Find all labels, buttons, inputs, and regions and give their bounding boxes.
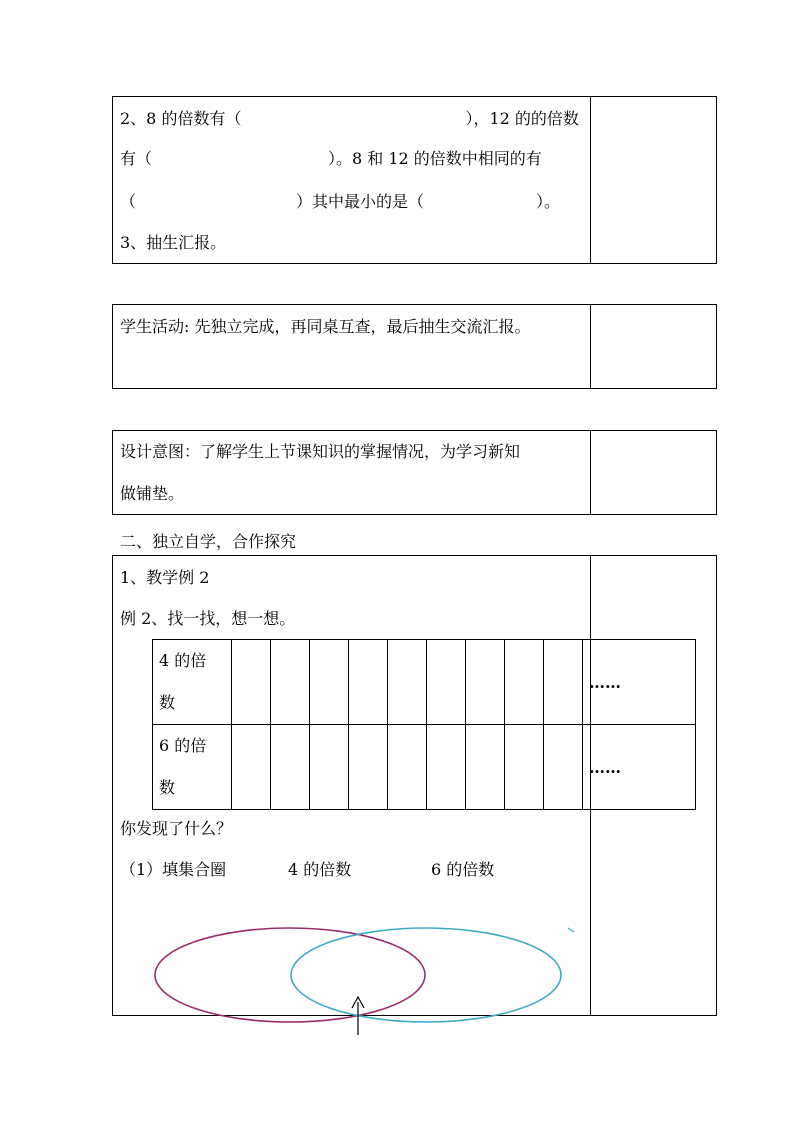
answer-cell[interactable] (310, 725, 349, 810)
text-line-2: 有（ ）。8 和 12 的倍数中相同的有 (120, 149, 542, 168)
ellipsis-cell: …… (583, 640, 696, 725)
venn-instruction: （1）填集合圈 (120, 860, 227, 879)
answer-cell[interactable] (232, 725, 271, 810)
section-box-2 (112, 304, 717, 389)
design-intent-line-2: 做铺垫。 (120, 484, 185, 503)
set-b-label: 6 的倍数 (431, 860, 495, 879)
question-text: 你发现了什么？ (120, 819, 233, 838)
set-a-circle (155, 928, 425, 1022)
section-heading: 二、独立自学，合作探究 (120, 532, 297, 551)
answer-cell[interactable] (271, 640, 310, 725)
answer-cell[interactable] (466, 725, 505, 810)
set-b-circle (291, 928, 561, 1022)
example-title: 例 2、找一找，想一想。 (120, 609, 296, 628)
row-label: 4 的倍 数 (153, 640, 232, 725)
text-line-4: 3、抽生汇报。 (120, 233, 227, 252)
row-label: 6 的倍 数 (153, 725, 232, 810)
answer-cell[interactable] (388, 640, 427, 725)
answer-cell[interactable] (271, 725, 310, 810)
answer-cell[interactable] (427, 725, 466, 810)
column-divider (590, 97, 591, 263)
section-box-3 (112, 430, 717, 515)
student-activity-text: 学生活动: 先独立完成，再同桌互查，最后抽生交流汇报。 (120, 317, 531, 336)
ellipsis-cell: …… (583, 725, 696, 810)
answer-cell[interactable] (310, 640, 349, 725)
answer-cell[interactable] (388, 725, 427, 810)
multiples-table (152, 639, 696, 810)
column-divider (590, 305, 591, 388)
venn-diagram (150, 920, 580, 1040)
text-line-1: 2、8 的倍数有（ ），12 的的倍数 (120, 109, 579, 128)
answer-cell[interactable] (349, 725, 388, 810)
set-a-label: 4 的倍数 (288, 860, 352, 879)
answer-cell[interactable] (505, 725, 544, 810)
item-title: 1、教学例 2 (120, 568, 210, 587)
design-intent-line-1: 设计意图：了解学生上节课知识的掌握情况，为学习新知 (120, 442, 521, 461)
corner-mark (568, 928, 574, 932)
answer-cell[interactable] (544, 640, 583, 725)
table-row (153, 640, 696, 725)
answer-cell[interactable] (232, 640, 271, 725)
section-box-1 (112, 96, 717, 264)
answer-cell[interactable] (544, 725, 583, 810)
answer-cell[interactable] (466, 640, 505, 725)
answer-cell[interactable] (349, 640, 388, 725)
table-row (153, 725, 696, 810)
answer-cell[interactable] (427, 640, 466, 725)
answer-cell[interactable] (505, 640, 544, 725)
column-divider (590, 431, 591, 514)
text-line-3: （ ）其中最小的是（ ）。 (120, 192, 561, 211)
